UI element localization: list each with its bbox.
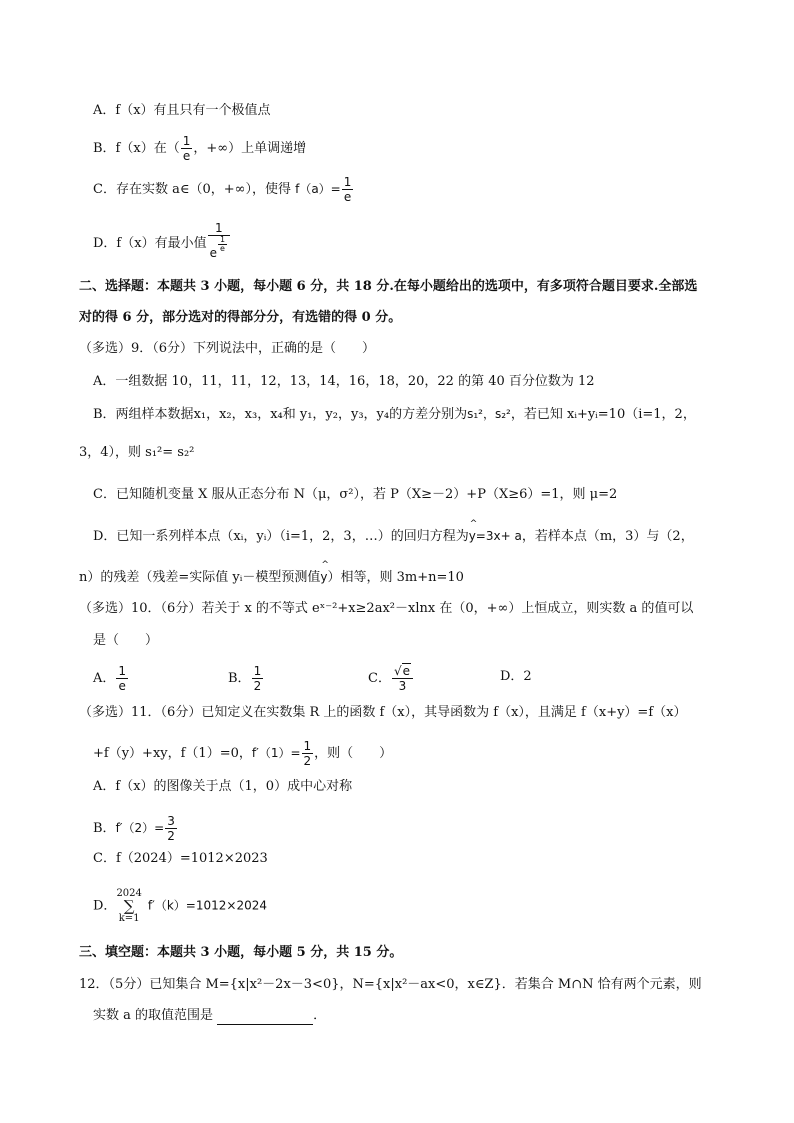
fraction: $\frac{1}{2}$ bbox=[303, 739, 312, 768]
fraction: 1 e $\frac{1}{e}$ bbox=[208, 221, 230, 260]
answer-blank[interactable] bbox=[217, 1010, 313, 1025]
fraction: $\frac{1}{e}$ bbox=[182, 134, 191, 163]
q9-option-b-line1: B．两组样本数据x₁，x₂，x₃，x₄和 y₁，y₂，y₃，y₄的方差分别为s₁²，s₂²，若已知 xᵢ+yᵢ=10（i=1，2， bbox=[93, 407, 696, 422]
q8-option-b bbox=[93, 134, 306, 163]
q8-option-c-pre: C．存在实数 a∈（0，+∞），使得 bbox=[93, 182, 291, 197]
fraction: $\frac{1}{e}$ bbox=[118, 664, 127, 693]
fraction: $\frac{3}{2}$ bbox=[167, 814, 175, 843]
q11-stem-line1: （多选）11．（6分）已知定义在实数集 R 上的函数 f（x），其导函数为 f（x），且满足 f（x+y）=f（x） bbox=[79, 705, 687, 720]
q10-option-b: B． $\frac{1}{2}$ bbox=[228, 664, 262, 693]
q10-option-c: C． $\frac{√e}{3}$ bbox=[368, 664, 414, 693]
regression-equation: ^ y=3x+ a bbox=[469, 527, 522, 545]
q9-option-b-line2: 3，4），则 s₁²= s₂² bbox=[79, 445, 195, 460]
q8-option-a: A．f（x）有且只有一个极值点 bbox=[93, 103, 271, 118]
fraction: $\frac{1}{e}$ bbox=[343, 175, 352, 204]
q10-option-d: D．2 bbox=[500, 669, 532, 684]
q8-option-d-pre: D．f（x）有最小值 bbox=[93, 236, 207, 251]
q9-option-a: A．一组数据 10，11，11，12，13，14，16，18，20，22 的第 40 百分位数为 12 bbox=[93, 374, 595, 389]
q11-option-c: C．f（2024）=1012×2023 bbox=[93, 851, 268, 866]
q10-option-a: A． $\frac{1}{e}$ bbox=[93, 664, 127, 693]
q8-option-c-fa: f（a）= bbox=[295, 182, 341, 196]
q9-option-c: C．已知随机变量 X 服从正态分布 N（μ，σ²），若 P（X≥－2）+P（X≥6）=1，则 μ=2 bbox=[93, 487, 618, 502]
q12-line2: 实数 a 的取值范围是 ． bbox=[93, 1008, 327, 1023]
q8-option-d bbox=[93, 221, 231, 260]
fraction: $\frac{√e}{3}$ bbox=[392, 664, 413, 693]
q11-option-d: D．2024 ∑ k=1f′（k）=1012×2024 bbox=[93, 888, 267, 924]
q10-stem-line2: 是（ ） bbox=[93, 633, 159, 648]
q8-option-b-post: ，+∞）上单调递增 bbox=[193, 141, 307, 156]
q9-stem: （多选）9．（6分）下列说法中，正确的是（ ） bbox=[79, 341, 376, 356]
e-power-den: e $\frac{1}{e}$ bbox=[209, 235, 226, 260]
summation: 2024 ∑ k=1 bbox=[116, 888, 142, 924]
q11-option-a: A．f（x）的图像关于点（1，0）成中心对称 bbox=[93, 779, 353, 794]
section-2-header-line2: 对的得 6 分，部分选对的得部分分，有选错的得 0 分。 bbox=[79, 310, 402, 325]
q12-line1: 12．（5分）已知集合 M={x|x²－2x－3<0}，N={x|x²－ax<0，x∈Z}．若集合 M∩N 恰有两个元素，则 bbox=[79, 977, 702, 992]
q8-option-b-pre: B．f（x）在（ bbox=[93, 141, 180, 156]
q8-option-c bbox=[93, 175, 354, 204]
q11-stem-line2: +f（y）+xy，f（1）=0，f′（1）= $\frac{1}{2}$ ，则（ ） bbox=[93, 739, 393, 768]
q9-option-d-line1: D．已知一系列样本点（xᵢ，yᵢ）（i=1，2，3，…）的回归方程为^ y=3x+ a，若样本点（m，3）与（2， bbox=[93, 527, 694, 546]
q9-option-d-line2: n）的残差（残差=实际值 yᵢ－模型预测值^ y）相等，则 3m+n=10 bbox=[79, 568, 464, 587]
section-2-header-line1: 二、选择题：本题共 3 小题，每小题 6 分，共 18 分.在每小题给出的选项中，有多项符合题目要求.全部选 bbox=[79, 279, 698, 294]
q11-option-b: B．f′（2）= $\frac{3}{2}$ bbox=[93, 814, 175, 843]
q10-stem-line1: （多选）10．（6分）若关于 x 的不等式 eˣ⁻²+x≥2ax²－xlnx 在（0，+∞）上恒成立，则实数 a 的值可以 bbox=[79, 601, 694, 616]
section-3-header: 三、填空题：本题共 3 小题，每小题 5 分，共 15 分。 bbox=[79, 945, 403, 960]
fraction: $\frac{1}{2}$ bbox=[253, 664, 262, 693]
